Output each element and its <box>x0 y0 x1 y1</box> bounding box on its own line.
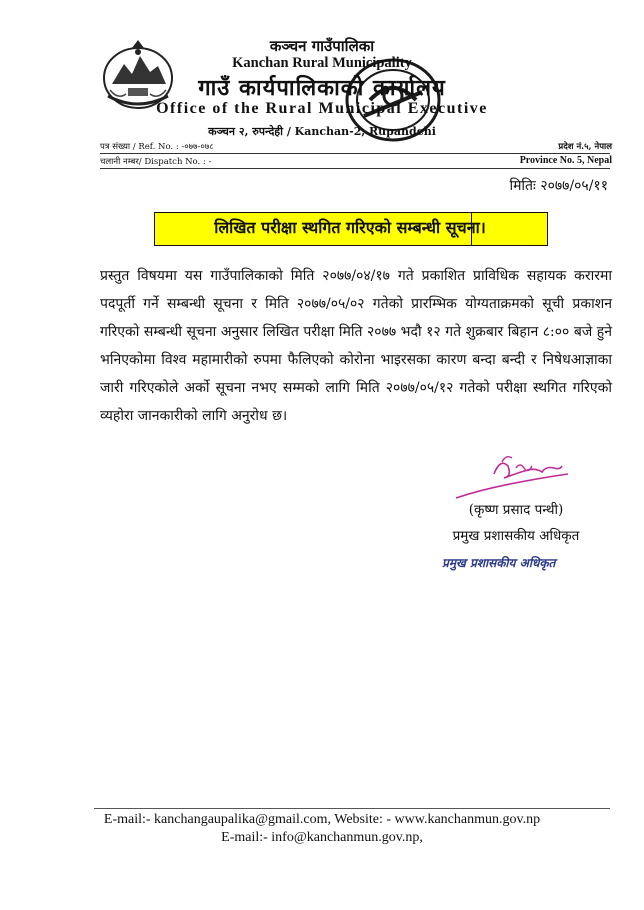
signatory-stamp: प्रमुख प्रशासकीय अधिकृत <box>442 556 556 570</box>
province-nepali: प्रदेश नं.५, नेपाल <box>558 142 612 152</box>
footer-contact-line-2: E-mail:- info@kanchanmun.gov.np, <box>221 830 423 845</box>
notice-body: प्रस्तुत विषयमा यस गाउँपालिकाको मिति २०७७/०४/१७ गते प्रकाशित प्राविधिक सहायक करारमा पदपूर्ती गर्ने सम्बन्धी सूचना र मिति २०७७/०५/०२ गतेको प्रारम्भिक योग्यताक्रमको सूची प्रकाशन गरिएको सम्बन्धी सूचना अनुसार लिखित परीक्षा मिति २०७७ भदौ १२ गते शुक्रबार बिहान ८:०० बजे हुने भनिएकोमा विश्व महामारीको रुपमा फैलिएको कोरोना भाइरसका कारण बन्दा बन्दी र निषेधआज्ञाका जारी गरिएकोले अर्को सूचना नभए सम्मको लागि मिति २०७७/०५/१२ गतेको परीक्षा स्थगित गरिएको व्यहोरा जानकारीको लागि अनुरोध छ। <box>100 268 612 424</box>
header-divider <box>100 168 610 169</box>
office-address: कञ्चन २, रुपन्देही / Kanchan-2, Rupandehi <box>208 125 436 138</box>
notice-date: मितिः २०७७/०५/११ <box>509 178 608 194</box>
office-name-nepali: गाउँ कार्यपालिकाको कार्यालय <box>198 75 446 101</box>
footer-contact-line-1: E-mail:- kanchangaupalika@gmail.com, Website: - www.kanchanmun.gov.np <box>103 812 541 827</box>
municipality-name-nepali: कञ्चन गाउँपालिका <box>269 37 375 55</box>
municipality-name-english: Kanchan Rural Municipality <box>232 55 412 71</box>
province-english: Province No. 5, Nepal <box>519 155 612 166</box>
office-name-english: Office of the Rural Municipal Executive <box>156 100 488 117</box>
notice-subject: लिखित परीक्षा स्थगित गरिएको सम्बन्धी सूचना। <box>214 218 486 237</box>
footer-divider <box>94 808 610 809</box>
reference-number: पत्र संख्या / Ref. No. : -०७७-०७८ <box>100 142 214 152</box>
dispatch-number: चलानी नम्बर/ Dispatch No. : - <box>100 157 212 167</box>
handwritten-signature <box>450 448 572 504</box>
signatory-title: प्रमुख प्रशासकीय अधिकृत <box>452 528 580 544</box>
ref-divider <box>100 153 610 154</box>
signatory-name: (कृष्ण प्रसाद पन्थी) <box>468 502 564 518</box>
